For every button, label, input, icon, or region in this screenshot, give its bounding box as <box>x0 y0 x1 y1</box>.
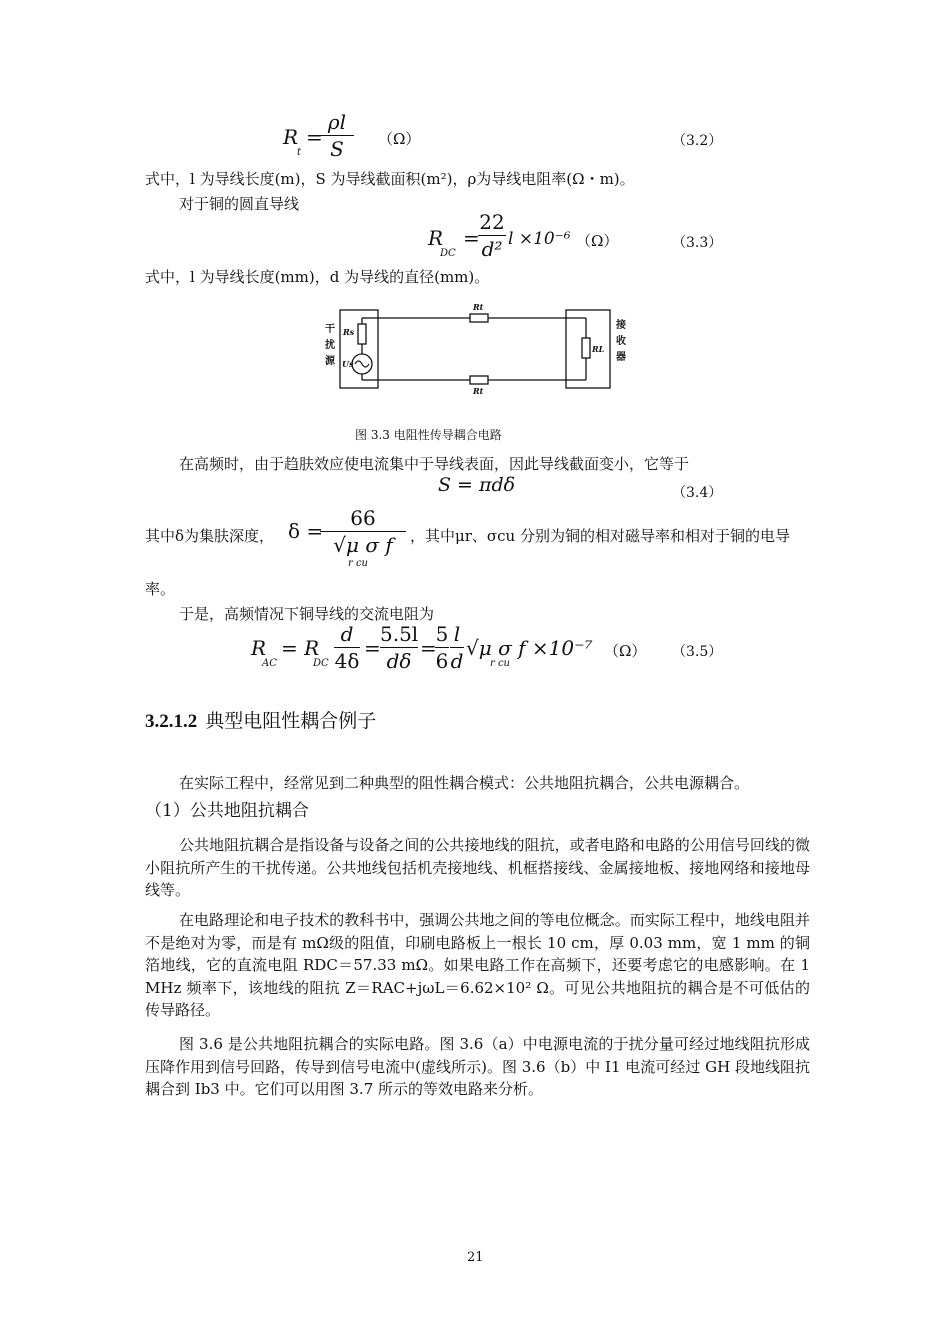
fraction-numerator: 5 <box>435 622 449 646</box>
paragraph: 在电路理论和电子技术的教科书中，强调公共地之间的等电位概念。而实际工程中，地线电阻并不是绝对为零，而是有 mΩ级的阻值，印刷电路板上一根长 10 cm，厚 0.03 mm，宽 1 mm 的铜箔地线，它的直流电阻 RDC＝57.33 mΩ。如果电路工作在高频下，还要考虑它的电感影响。在 1 MHz 频率下，该地线的阻抗 Z＝RAC+jωL＝6.62×10² Ω。可见公共地阻抗的耦合是不可低估的传导路径。 <box>145 911 810 1019</box>
fraction-denominator: √μ σ f <box>333 533 393 557</box>
eq-lhs: R <box>283 125 299 149</box>
fraction <box>435 622 449 673</box>
fraction <box>334 622 360 673</box>
left-box-label <box>325 322 337 370</box>
paragraph: 在实际工程中，经常见到二种典型的阻性耦合模式：公共地阻抗耦合，公共电源耦合。 <box>179 774 750 792</box>
eq-unit: （Ω） <box>576 232 619 250</box>
eq-lhs: R <box>428 226 444 250</box>
fraction <box>478 210 506 261</box>
paragraph: 于是，高频情况下铜导线的交流电阻为 <box>179 605 435 623</box>
fraction-numerator: 5.5l <box>380 622 419 646</box>
page-number: 21 <box>467 1250 484 1265</box>
section-title: 典型电阻性耦合例子 <box>205 711 377 732</box>
fraction-numerator: 22 <box>479 210 505 234</box>
fraction-denominator: 4δ <box>334 649 360 673</box>
eq-rest: l ×10⁻⁶ <box>508 229 571 249</box>
label-char: 器 <box>616 352 626 363</box>
text-suffix: ，其中μr、σcu 分别为铜的相对磁导率和相对于铜的电导 <box>410 527 790 545</box>
label-char: 扰 <box>325 340 335 351</box>
fraction <box>380 622 418 673</box>
figure-caption: 图 3.3 电阻性传导耦合电路 <box>355 428 502 442</box>
eq-equals: = <box>306 125 323 149</box>
paragraph: 率。 <box>145 580 176 598</box>
eq-body: S = πdδ <box>438 474 516 496</box>
fraction-denominator: 6 <box>435 649 449 673</box>
eq-number: （3.3） <box>672 235 723 251</box>
eq-lhs-sub: AC <box>262 658 277 669</box>
section-heading <box>145 706 376 733</box>
eq-unit: （Ω） <box>604 642 647 660</box>
eq-lhs-sub: DC <box>440 248 456 259</box>
label-char: 收 <box>616 336 626 347</box>
eq-sqrt: √μ σ f ×10⁻⁷ <box>466 636 593 660</box>
fraction <box>450 622 464 673</box>
eq-number: （3.2） <box>672 133 723 149</box>
eq-number: （3.5） <box>672 644 723 660</box>
label-char: 干 <box>325 324 335 335</box>
rs-label: Rs <box>343 327 355 337</box>
fraction <box>320 506 406 557</box>
bottom-resistor-label: Rt <box>473 386 484 396</box>
eq-lhs-sub: t <box>297 147 302 158</box>
eq-sqrt-subs: r cu <box>490 658 510 669</box>
paragraph: 式中，l 为导线长度(mm)，d 为导线的直径(mm)。 <box>145 268 490 286</box>
figure-3-3-circuit <box>320 300 638 398</box>
eq-rdc: = R <box>281 636 320 660</box>
fraction-numerator: 66 <box>350 506 376 530</box>
paragraph: 在高频时，由于趋肤效应使电流集中于导线表面，因此导线截面变小，它等于 <box>179 455 690 473</box>
us-label: Us <box>342 359 354 369</box>
eq-unit: （Ω） <box>378 130 421 148</box>
eq-number: （3.4） <box>672 485 723 501</box>
fraction-numerator: l <box>453 622 461 646</box>
rl-label: RL <box>592 344 605 354</box>
top-resistor-label: Rt <box>473 302 484 312</box>
paragraph: 公共地阻抗耦合是指设备与设备之间的公共接地线的阻抗，或者电路和电路的公用信号回线的微小阻抗所产生的干扰传递。公共地线包括机壳接地线、机框搭接线、金属接地板、接地网络和接地母线等。 <box>145 836 810 899</box>
subheading: （1）公共地阻抗耦合 <box>145 801 309 821</box>
fraction-denominator: S <box>330 137 344 161</box>
fraction-denominator: dδ <box>386 649 412 673</box>
text-prefix: 其中δ为集肤深度， <box>145 527 275 545</box>
fraction-denominator: d <box>450 649 464 673</box>
label-char: 接 <box>616 320 626 331</box>
fraction-denominator: d² <box>481 237 503 261</box>
denominator-subscripts: r cu <box>348 558 368 569</box>
fraction-numerator: ρl <box>327 110 347 134</box>
fraction <box>320 110 354 161</box>
delta-eq: δ = <box>288 519 324 543</box>
eq-equals: = <box>463 226 480 250</box>
eq-equals: = <box>364 636 381 660</box>
fraction-numerator: d <box>340 622 354 646</box>
label-char: 源 <box>325 356 335 367</box>
paragraph: 式中，l 为导线长度(m)，S 为导线截面积(m²)，ρ为导线电阻率(Ω・m)。 <box>145 170 635 188</box>
paragraph: 对于铜的圆直导线 <box>179 195 300 213</box>
eq-equals: = <box>420 636 437 660</box>
eq-rdc-sub: DC <box>313 658 329 669</box>
circuit-diagram <box>320 300 638 398</box>
right-box-label <box>616 318 628 366</box>
paragraph: 图 3.6 是公共地阻抗耦合的实际电路。图 3.6（a）中电源电流的于扰分量可经过地线阻抗形成压降作用到信号回路，传导到信号电流中(虚线所示)。图 3.6（b）中 I1 电流可经过 GH 段地线阻抗耦合到 Ib3 中。它们可以用图 3.7 所示的等效电路来分析。 <box>145 1035 810 1098</box>
section-number: 3.2.1.2 <box>145 711 198 732</box>
eq-lhs: R <box>251 636 267 660</box>
